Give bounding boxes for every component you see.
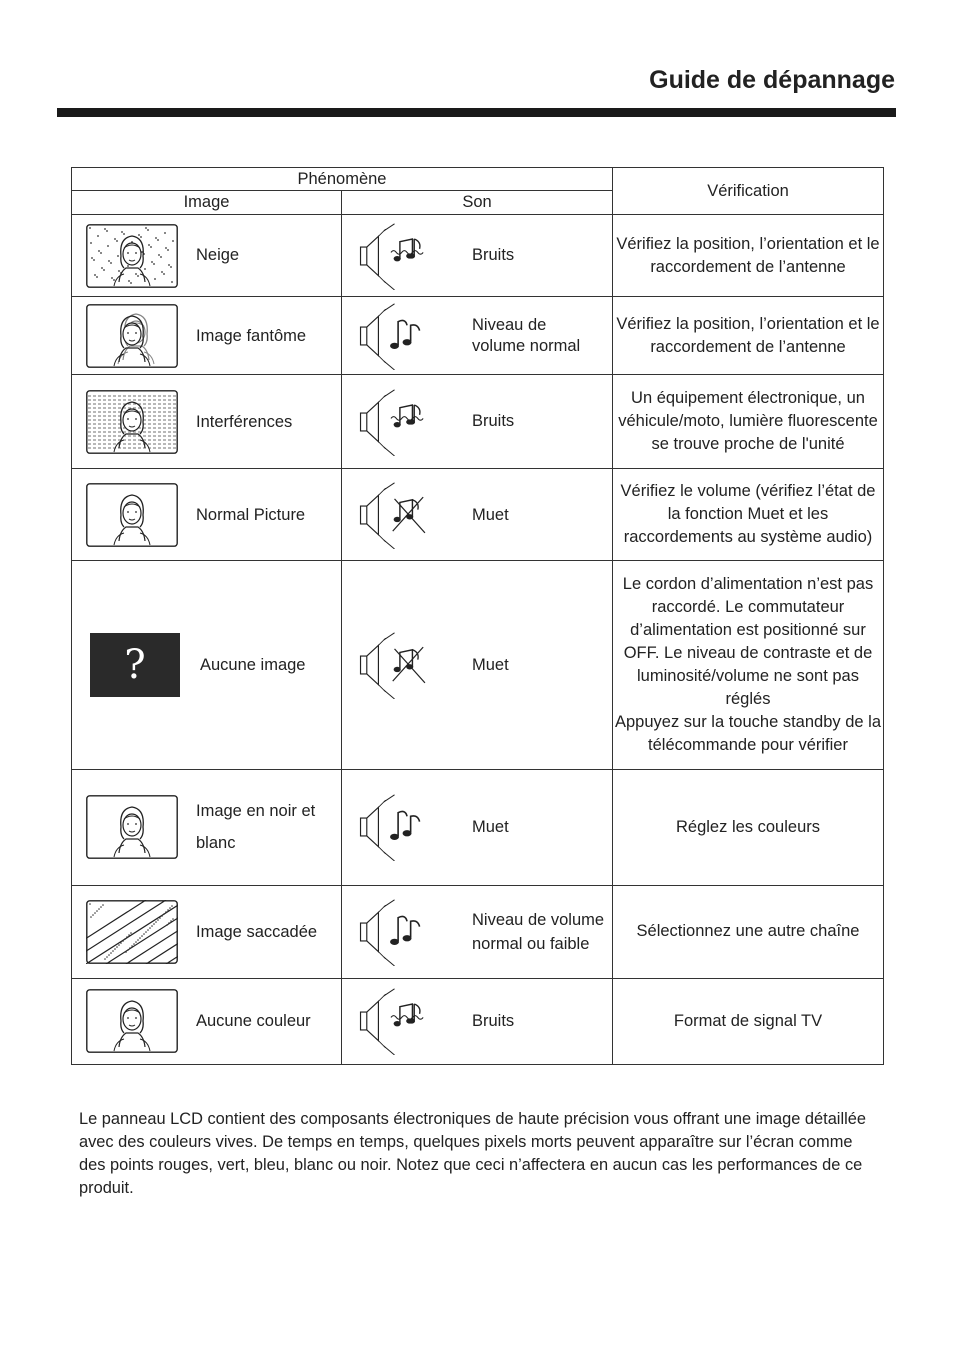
question-mark-glyph: ? <box>90 633 180 697</box>
son-label: Niveau de volume normal ou faible <box>472 910 605 953</box>
son-cell <box>342 215 613 297</box>
speaker-mute-icon <box>354 481 444 549</box>
verification-cell: Vérifiez la position, l’orientation et le raccordement de l’antenne <box>613 215 884 297</box>
image-cell <box>72 561 342 769</box>
son-label: Muet <box>472 655 509 674</box>
question-mark-icon <box>90 633 182 697</box>
image-cell <box>72 469 342 561</box>
verification-cell: Vérifiez le volume (vérifiez l’état de la fonction Muet et les raccordements au système audio) <box>613 469 884 561</box>
image-cell <box>72 769 342 885</box>
diagonal-lines-icon <box>86 900 178 964</box>
table-row <box>72 375 884 469</box>
verification-cell: Un équipement électronique, un véhicule/moto, lumière fluorescente se trouve proche de l'unité <box>613 375 884 469</box>
son-cell <box>342 769 613 885</box>
ghost-face-icon <box>86 304 178 368</box>
speaker-note-icon <box>354 302 444 370</box>
face-icon <box>86 795 178 859</box>
face-icon <box>86 483 178 547</box>
table-row <box>72 885 884 978</box>
image-cell <box>72 297 342 375</box>
image-cell <box>72 375 342 469</box>
image-label: Interférences <box>196 412 293 431</box>
header-image: Image <box>72 191 342 215</box>
table-row <box>72 469 884 561</box>
son-cell <box>342 469 613 561</box>
son-label: Bruits <box>472 1012 515 1031</box>
verification-cell: Vérifiez la position, l’orientation et le raccordement de l’antenne <box>613 297 884 375</box>
troubleshooting-table <box>71 167 884 1065</box>
title-rule <box>57 108 896 117</box>
header-phenomene: Phénomène <box>72 168 613 191</box>
table-row <box>72 215 884 297</box>
son-cell <box>342 978 613 1064</box>
image-cell <box>72 215 342 297</box>
table-row <box>72 769 884 885</box>
son-cell <box>342 297 613 375</box>
footnote: Le panneau LCD contient des composants électroniques de haute précision vous offrant une image détaillée avec des couleurs vives. De temps en temps, quelques pixels morts peuvent apparaître sur l’écran comme des points rouges, vert, bleu, blanc ou noir. Notez que ceci n’affectera en aucun cas les performances de ce produit. <box>79 1110 866 1197</box>
verification-cell: Le cordon d’alimentation n’est pas raccordé. Le commutateur d’alimentation est positionné sur OFF. Le niveau de contraste et de luminosité/volume ne sont pas réglés Appuyez sur la touche standby de la télécommande pour vérifier <box>613 561 884 769</box>
son-cell <box>342 561 613 769</box>
face-icon <box>86 989 178 1053</box>
son-label: Muet <box>472 505 509 524</box>
son-label: Bruits <box>472 412 515 431</box>
speaker-note-icon <box>354 898 444 966</box>
speaker-noise-icon <box>354 987 444 1055</box>
image-label: Image saccadée <box>196 922 318 941</box>
table-row <box>72 561 884 769</box>
image-label: Image fantôme <box>196 326 307 345</box>
speaker-mute-icon <box>354 631 444 699</box>
image-label: Aucune couleur <box>196 1012 311 1031</box>
image-label: Aucune image <box>200 655 306 674</box>
verification-cell: Format de signal TV <box>613 978 884 1064</box>
image-label: Normal Picture <box>196 505 306 524</box>
table-row <box>72 297 884 375</box>
son-cell <box>342 885 613 978</box>
page-title: Guide de dépannage <box>649 66 895 94</box>
verification-cell: Sélectionnez une autre chaîne <box>613 885 884 978</box>
snowy-face-icon <box>86 224 178 288</box>
image-label: Image en noir et blanc <box>196 802 316 853</box>
image-label: Neige <box>196 246 240 265</box>
son-label: Niveau de volume normal <box>472 316 581 355</box>
striped-face-icon <box>86 390 178 454</box>
image-cell <box>72 978 342 1064</box>
speaker-noise-icon <box>354 388 444 456</box>
verification-cell: Réglez les couleurs <box>613 769 884 885</box>
header-verification: Vérification <box>613 168 884 215</box>
son-cell <box>342 375 613 469</box>
son-label: Bruits <box>472 246 515 265</box>
son-label: Muet <box>472 817 509 836</box>
speaker-noise-icon <box>354 222 444 290</box>
header-son: Son <box>342 191 613 215</box>
speaker-note-icon <box>354 793 444 861</box>
image-cell <box>72 885 342 978</box>
table-row <box>72 978 884 1064</box>
